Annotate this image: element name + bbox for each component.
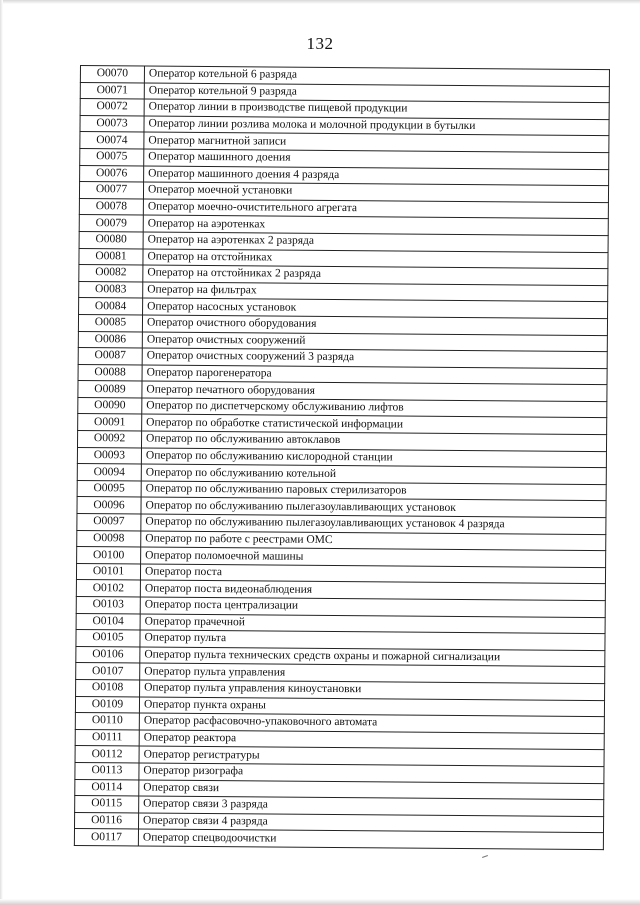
row-code: O0098: [77, 530, 141, 547]
row-name: Оператор поста: [140, 564, 605, 584]
row-name: Оператор моечной установки: [143, 182, 608, 202]
row-name: Оператор связи 3 разряда: [139, 796, 604, 816]
row-code: O0075: [80, 148, 144, 165]
row-name: Оператор машинного доения 4 разряда: [144, 166, 609, 186]
row-name: Оператор очистных сооружений: [142, 331, 607, 351]
row-code: O0104: [76, 613, 140, 630]
row-name: Оператор линии в производстве пищевой продукции: [144, 99, 609, 119]
row-code: O0103: [76, 596, 140, 613]
row-name: Оператор пульта управления: [140, 663, 605, 683]
row-name: Оператор парогенератора: [142, 365, 607, 385]
row-code: O0109: [75, 696, 139, 713]
row-name: Оператор ризографа: [139, 763, 604, 783]
row-code: O0074: [80, 132, 144, 149]
row-name: Оператор моечно-очистительного агрегата: [143, 199, 608, 219]
scan-top-edge: [0, 0, 640, 4]
row-code: O0088: [78, 364, 142, 381]
row-code: O0085: [78, 314, 142, 331]
row-name: Оператор связи 4 разряда: [138, 813, 603, 833]
row-code: O0108: [76, 679, 140, 696]
scan-speck: [482, 855, 488, 858]
row-code: O0116: [75, 812, 139, 829]
row-code: O0087: [78, 348, 142, 365]
row-name: Оператор поста централизации: [140, 597, 605, 617]
row-code: O0071: [80, 82, 144, 99]
row-code: O0070: [80, 66, 144, 83]
row-name: Оператор на отстойниках: [143, 249, 608, 269]
row-code: O0110: [75, 713, 139, 730]
row-code: O0105: [76, 630, 140, 647]
row-name: Оператор связи: [139, 780, 604, 800]
row-name: Оператор магнитной записи: [144, 132, 609, 152]
scan-left-edge: [0, 0, 3, 905]
row-name: Оператор пульта: [140, 630, 605, 650]
row-name: Оператор спецводоочистки: [138, 829, 603, 849]
row-code: O0117: [74, 829, 138, 846]
row-code: O0101: [76, 563, 140, 580]
row-code: O0086: [78, 331, 142, 348]
row-code: O0092: [77, 431, 141, 448]
row-name: Оператор на аэротенках 2 разряда: [143, 232, 608, 252]
page-number: 132: [306, 34, 334, 53]
row-name: Оператор насосных установок: [143, 298, 608, 318]
scan-bottom-edge: [0, 899, 640, 905]
row-name: Оператор поломоечной машины: [141, 547, 606, 567]
row-code: O0097: [77, 514, 141, 531]
row-name: Оператор очистного оборудования: [142, 315, 607, 335]
row-name: Оператор по обслуживанию пылегазоулавливающих установок 4 разряда: [141, 514, 606, 534]
row-code: O0111: [75, 729, 139, 746]
row-name: Оператор пульта управления киноустановки: [140, 680, 605, 700]
row-code: O0076: [80, 165, 144, 182]
row-code: O0114: [75, 779, 139, 796]
row-code: O0106: [76, 646, 140, 663]
row-name: Оператор регистратуры: [139, 746, 604, 766]
row-code: O0080: [79, 231, 143, 248]
row-code: O0083: [79, 281, 143, 298]
row-name: Оператор по обслуживанию котельной: [141, 464, 606, 484]
row-code: O0115: [75, 796, 139, 813]
row-code: O0082: [79, 265, 143, 282]
row-name: Оператор по обработке статистической информации: [142, 414, 607, 434]
row-name: Оператор расфасовочно-упаковочного автомата: [139, 713, 604, 733]
row-code: O0102: [76, 580, 140, 597]
row-name: Оператор пункта охраны: [139, 697, 604, 717]
row-name: Оператор по обслуживанию пылегазоулавливающих установок: [141, 497, 606, 517]
row-name: Оператор по обслуживанию кислородной станции: [141, 448, 606, 468]
table-body: [74, 66, 609, 850]
row-code: O0112: [75, 746, 139, 763]
row-name: Оператор поста видеонаблюдения: [140, 580, 605, 600]
row-name: Оператор на аэротенках: [143, 215, 608, 235]
row-code: O0077: [79, 182, 143, 199]
row-name: Оператор по диспетчерскому обслуживанию лифтов: [142, 398, 607, 418]
row-name: Оператор реактора: [139, 730, 604, 750]
row-code: O0073: [80, 115, 144, 132]
row-name: Оператор на фильтрах: [143, 282, 608, 302]
row-name: Оператор котельной 9 разряда: [144, 83, 609, 103]
row-code: O0089: [78, 381, 142, 398]
row-code: O0078: [79, 198, 143, 215]
row-name: Оператор по работе с реестрами ОМС: [141, 531, 606, 551]
table-row: [74, 829, 603, 850]
row-code: O0091: [78, 414, 142, 431]
profession-codes-table: [74, 65, 610, 850]
row-code: O0072: [80, 99, 144, 116]
row-name: Оператор на отстойниках 2 разряда: [143, 265, 608, 285]
row-name: Оператор печатного оборудования: [142, 381, 607, 401]
row-code: O0107: [76, 663, 140, 680]
row-name: Оператор очистных сооружений 3 разряда: [142, 348, 607, 368]
row-code: O0094: [77, 464, 141, 481]
row-code: O0100: [77, 547, 141, 564]
row-name: Оператор по обслуживанию автоклавов: [141, 431, 606, 451]
row-code: O0113: [75, 762, 139, 779]
row-code: O0079: [79, 215, 143, 232]
row-code: O0095: [77, 480, 141, 497]
row-name: Оператор линии розлива молока и молочной продукции в бутылки: [144, 116, 609, 136]
row-code: O0090: [78, 397, 142, 414]
row-code: O0084: [79, 298, 143, 315]
row-name: Оператор котельной 6 разряда: [144, 66, 609, 86]
row-name: Оператор по обслуживанию паровых стерилизаторов: [141, 481, 606, 501]
row-code: O0096: [77, 497, 141, 514]
row-name: Оператор прачечной: [140, 614, 605, 634]
row-code: O0093: [77, 447, 141, 464]
row-name: Оператор пульта технических средств охраны и пожарной сигнализации: [140, 647, 605, 667]
row-name: Оператор машинного доения: [144, 149, 609, 169]
row-code: O0081: [79, 248, 143, 265]
